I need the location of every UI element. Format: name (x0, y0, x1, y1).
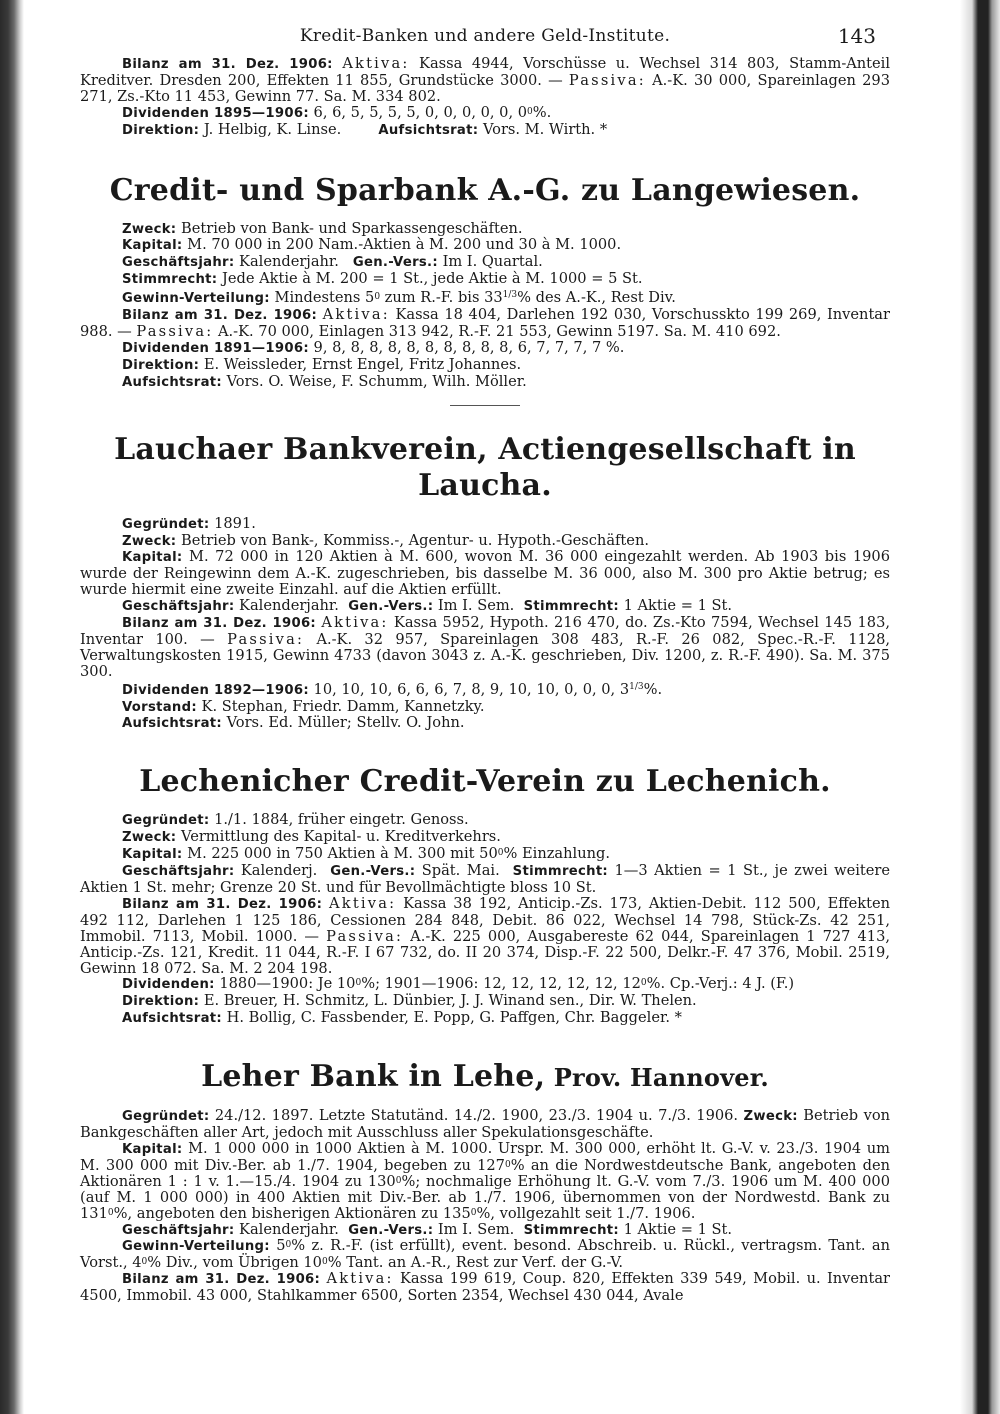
profit-distribution: Gewinn-Verteilung: $5^0\%$ z. R.-F. (ist erfüllt), event. besond. Abschreib. u. Rückl., vertragsm. Tant. an Vorst., $4^0\%$ Div., vom Übrigen $10^0\%$ Tant. an A.-R., Rest zur Verf. der G.-V. (80, 1237, 891, 1272)
profit-distribution: Gewinn-Verteilung: Mindestens $5^0$ zum R.-F. bis $33^{1/3}\%$ des A.-K., Rest Div. (122, 289, 676, 307)
board: Direktion: J. Helbig, K. Linse. Aufsichtsrat: Vors. M. Wirth. * (122, 120, 608, 138)
purpose: Zweck: Betrieb von Bank- und Sparkassengeschäften. (122, 219, 523, 237)
management: Direktion: E. Breuer, H. Schmitz, L. Dünbier, J. J. Winand sen., Dir. W. Thelen. (122, 992, 697, 1010)
founded-and-purpose: Gegründet: 24./12. 1897. Letzte Statutänd. 14./2. 1900, 23./3. 1904 u. 7./3. 1906. Zweck: Betrieb von Bankgeschäften aller Art, jedoch mit Ausschluss aller Spekulationsgeschäfte. (80, 1107, 891, 1142)
entry-leher-bank (80, 1059, 890, 1304)
voting-right: Stimmrecht: Jede Aktie à M. 200 = 1 St., jede Aktie à M. 1000 = 5 St. (122, 270, 643, 288)
fiscal-year: Geschäftsjahr: Kalenderjahr. Gen.-Vers.: Im I. Quartal. (122, 253, 543, 271)
capital: Kapital: M. 72 000 in 120 Aktien à M. 600, wovon M. 36 000 eingezahlt werden. Ab 1903 bis 1906 wurde der Reingewinn dem A.-K. zugeschrieben, bis dasselbe M. 36 000, also M. 300 pro Aktie betrug; es wurde hiermit eine zweite Einzahl. auf die Aktien erfüllt. (80, 548, 890, 599)
purpose: Zweck: Betrieb von Bank-, Kommiss.-, Agentur- u. Hypoth.-Geschäften. (122, 531, 649, 549)
fiscal-year: Geschäftsjahr: Kalenderjahr. Gen.-Vers.: Im I. Sem. Stimmrecht: 1 Aktie = 1 St. (122, 1220, 732, 1238)
running-head-title: Kredit-Banken und andere Geld-Institute. (299, 26, 671, 46)
balance-sheet: Bilanz am 31. Dez. 1906: Aktiva: Kassa 199 619, Coup. 820, Effekten 339 549, Mobil. u. Inventar 4500, Immobil. 43 000, Stahlkammer 6500, Sorten 2354, Wechsel 430 044, Avale (80, 1270, 890, 1305)
entry-title: Leher Bank in Lehe, Prov. Hannover. (201, 1059, 769, 1095)
founded: Gegründet: 1891. (122, 514, 256, 532)
balance-sheet: Bilanz am 31. Dez. 1906: Aktiva: Kassa 5952, Hypoth. 216 470, do. Zs.-Kto 7594, Wechsel 145 183, Inventar 100. — Passiva: A.-K. 32 957, Spareinlagen 308 483, R.-F. 26 082, Spec.-R.-F. 1128, Verwaltungskosten 1915, Gewinn 4733 (davon 3043 z. A.-K. geschrieben, Div. 1200, z. R.-F. 490). Sa. M. 375 300. (80, 614, 891, 680)
book-binding-shadow (0, 0, 24, 1414)
entry-lechenicher-credit-verein (80, 764, 890, 1027)
entry-title: Lauchaer Bankverein, Actiengesellschaft in Laucha. (114, 431, 856, 503)
running-head (80, 26, 890, 56)
supervisory-board: Aufsichtsrat: Vors. O. Weise, F. Schumm, Wilh. Möller. (122, 372, 527, 390)
fiscal-year: Geschäftsjahr: Kalenderjahr. Gen.-Vers.: Im I. Sem. Stimmrecht: 1 Aktie = 1 St. (122, 597, 732, 615)
balance-sheet: Bilanz am 31. Dez. 1906: Aktiva: Kassa 18 404, Darlehen 192 030, Vorschusskto 199 269, Inventar 988. — Passiva: A.-K. 70 000, Einlagen 313 942, R.-F. 21 553, Gewinn 5197. Sa. M. 410 692. (80, 306, 890, 340)
management: Direktion: E. Weissleder, Ernst Engel, Fritz Johannes. (122, 355, 522, 373)
purpose: Zweck: Vermittlung des Kapital- u. Kreditverkehrs. (122, 828, 501, 846)
page-edge-shadow (960, 0, 1000, 1414)
page-number: 143 (837, 24, 876, 48)
capital: Kapital: M. 1 000 000 in 1000 Aktien à M. 1000. Urspr. M. 300 000, erhöht lt. G.-V. v. 23./3. 1904 um M. 300 000 mit Div.-Ber. ab 1./7. 1904, begeben zu $127^0\%$ an die Nordwestdeutsche Bank, angeboten den Aktionären 1 : 1 v. 1.—15./4. 1904 zu $130^0\%$; nochmalige Erhöhung lt. G.-V. vom 7./3. 1906 um M. 400 000 (auf M. 1 000 000) in 400 Aktien mit Div.-Ber. ab 1./7. 1906, übernommen von der Nordwestd. Bank zu $131^0\%$, angeboten den bisherigen Aktionären zu $135^0\%$, vollgezahlt seit 1./7. 1906. (80, 1139, 891, 1222)
dividends: Dividenden 1895—1906: 6, 6, 5, 5, 5, 5, 0, 0, 0, 0, 0, $0^0\%$. (122, 103, 552, 121)
capital: Kapital: M. 70 000 in 200 Nam.-Aktien à M. 200 und 30 à M. 1000. (122, 236, 622, 254)
entry-previous (80, 56, 890, 139)
supervisory-board: Aufsichtsrat: H. Bollig, C. Fassbender, E. Popp, G. Paffgen, Chr. Baggeler. * (122, 1009, 682, 1027)
supervisory-board: Aufsichtsrat: Vors. Ed. Müller; Stellv. O. John. (122, 714, 465, 732)
entry-lauchaer-bankverein (80, 432, 890, 733)
dividends: Dividenden 1892—1906: 10, 10, 10, 6, 6, 6, 7, 8, 9, 10, 10, 0, 0, 0, $3^{1/3}\%$. (122, 680, 663, 698)
entry-title: Credit- und Sparbank A.-G. zu Langewiesen. (109, 172, 861, 208)
capital: Kapital: M. 225 000 in 750 Aktien à M. 300 mit $50^0\%$ Einzahlung. (122, 845, 610, 863)
balance-sheet: Bilanz am 31. Dez. 1906: Aktiva: Kassa 4944, Vorschüsse u. Wechsel 314 803, Stamm-Anteil Kreditver. Dresden 200, Effekten 11 855, Grundstücke 3000. — Passiva: A.-K. 30 000, Spareinlagen 293 271, Zs.-Kto 11 453, Gewinn 77. Sa. M. 334 802. (80, 55, 891, 105)
dividends: Dividenden: 1880—1900: Je $10^0\%$; 1901—1906: 12, 12, 12, 12, 12, $12^0\%$. Cp.-Verj.: 4 J. (F.) (122, 975, 795, 993)
entry-credit-sparbank-langewiesen (80, 173, 890, 391)
entry-title: Lechenicher Credit-Verein zu Lechenich. (139, 764, 831, 800)
balance-sheet: Bilanz am 31. Dez. 1906: Aktiva: Kassa 38 192, Anticip.-Zs. 173, Aktien-Debit. 112 500, Effekten 492 112, Darlehen 1 125 186, Cessionen 284 848, Debit. 86 022, Wechsel 14 798, Stück-Zs. 42 251, Immobil. 7113, Mobil. 1000. — Passiva: A.-K. 225 000, Ausgabereste 62 044, Spareinlagen 1 727 413, Anticip.-Zs. 121, Kredit. 11 044, R.-F. I 67 732, do. II 20 374, Disp.-F. 22 500, Delkr.-F. 47 376, Mobil. 2519, Gewinn 18 072. Sa. M. 2 204 198. (80, 894, 891, 977)
board: Vorstand: K. Stephan, Friedr. Damm, Kannetzky. (122, 697, 485, 715)
fiscal-year: Geschäftsjahr: Kalenderj. Gen.-Vers.: Spät. Mai. Stimmrecht: 1—3 Aktien = 1 St., je zwei weitere Aktien 1 St. mehr; Grenze 20 St. und für Bevollmächtigte bloss 10 St. (80, 862, 891, 896)
dividends: Dividenden 1891—1906: 9, 8, 8, 8, 8, 8, 8, 8, 8, 8, 8, 6, 7, 7, 7, 7 %. (122, 338, 625, 356)
document-page (80, 26, 890, 1304)
founded: Gegründet: 1./1. 1884, früher eingetr. Genoss. (122, 811, 469, 829)
